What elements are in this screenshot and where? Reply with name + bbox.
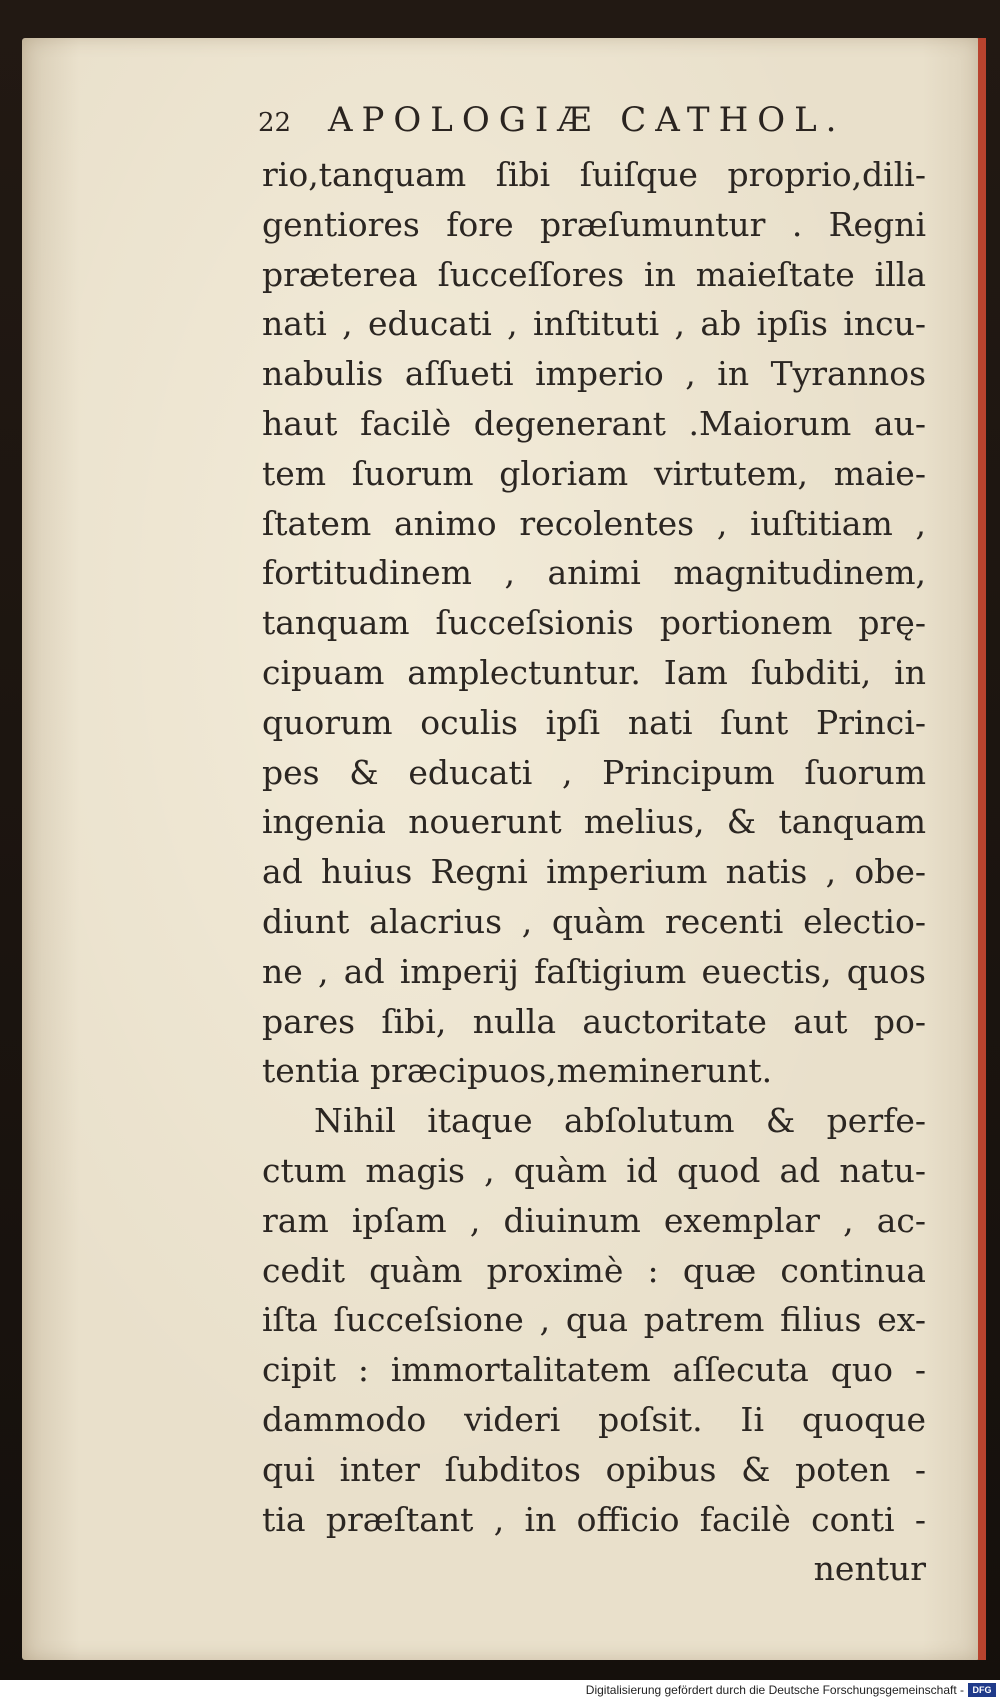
page-number: 22 [258,108,292,138]
text-line: ſtatem animo recolentes , iuſtitiam , [262,503,926,543]
text-line: ad huius Regni imperium natis , obe- [262,852,926,892]
text-line: iſta ſucceſsione , qua patrem filius ex- [262,1300,926,1340]
text-line: ctum magis , quàm id quod ad natu- [262,1150,926,1190]
text-line: ne , ad imperij faſtigium euectis, quos [262,951,926,991]
page-edge [978,38,986,1660]
text-line: nabulis aſſueti imperio , in Tyrannos [262,354,926,394]
text-line: diunt alacrius , quàm recenti electio- [262,901,926,941]
text-line: pes & educati , Principum ſuorum [262,752,926,792]
text-line: cedit quàm proximè : quæ continua [262,1250,926,1290]
text-line: dammodo videri poſsit. Ii quoque [262,1399,926,1439]
paragraph-start-line: Nihil itaque abſolutum & perfe- [314,1101,926,1141]
text-line: pares ſibi, nulla auctoritate aut po- [262,1001,926,1041]
text-line: tem ſuorum gloriam virtutem, maie- [262,453,926,493]
text-line: fortitudinem , animi magnitudinem, [262,553,926,593]
text-line: ingenia nouerunt melius, & tanquam [262,802,926,842]
text-line: gentiores fore præſumuntur . Regni [262,204,926,244]
text-line: rio,tanquam ſibi ſuiſque proprio,dili- [262,155,926,194]
text-line: præterea ſucceſſores in maieſtate illa [262,254,926,294]
running-head [258,100,938,150]
text-line: cipuam amplectuntur. Iam ſubditi, in [262,652,926,692]
text-line: nati , educati , inſtituti , ab ipſis incu- [262,304,926,344]
digitization-credit: Digitalisierung gefördert durch die Deutsche Forschungsgemeinschaft - [585,1683,964,1697]
text-line: cipit : immortalitatem aſſecuta quo - [262,1350,926,1390]
catchword: nentur [813,1549,926,1589]
text-line: quorum oculis ipſi nati ſunt Princi- [262,702,926,742]
text-line: tia præſtant , in officio facilè conti - [262,1499,926,1539]
text-line: tanquam ſucceſsionis portionem prę- [262,603,926,643]
text-line: haut facilè degenerant .Maiorum au- [262,403,926,443]
text-line: ram ipſam , diuinum exemplar , ac- [262,1200,926,1240]
paragraph-end-line: tentia præcipuos,meminerunt. [262,1051,773,1091]
text-body [262,150,926,1594]
dfg-logo-icon: DFG [968,1683,996,1697]
text-line: qui inter ſubditos opibus & poten - [262,1449,926,1489]
running-head-title: APOLOGIÆ CATHOL. [328,100,846,140]
